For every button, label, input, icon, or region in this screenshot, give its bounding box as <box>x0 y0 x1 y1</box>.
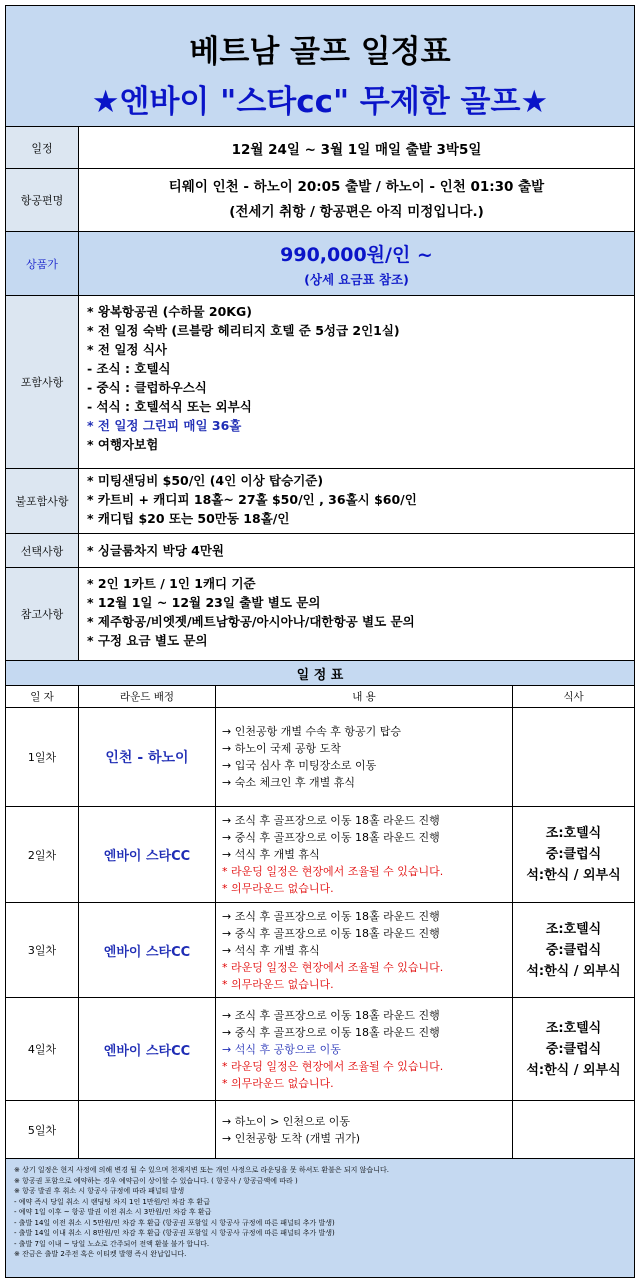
price-sub: (상세 요금표 참조) <box>304 271 409 287</box>
flight-label: 항공편명 <box>6 169 79 231</box>
flight-line-2: (전세기 취항 / 항공편은 아직 미정입니다.) <box>229 204 484 220</box>
reference-list <box>79 568 634 660</box>
included-item: - 석식 : 호텔석식 또는 외부식 <box>87 399 252 414</box>
day-schedule <box>216 807 513 902</box>
sub-title: ★엔바이 "스타cc" 무제한 골프★ <box>91 84 549 120</box>
schedule-note: * 의무라운드 없습니다. <box>222 882 334 895</box>
header-content: 내 용 <box>216 686 513 707</box>
schedule-line: → 석식 후 개별 휴식 <box>222 943 320 957</box>
note-line: ※ 항공권 포함으로 예약하는 경우 예약금이 상이할 수 있습니다. ( 항공사 / 항공금액에 따라 ) <box>14 1176 298 1185</box>
itinerary-day-row <box>6 1101 634 1159</box>
flight-row <box>6 169 634 232</box>
included-item: - 조식 : 호텔식 <box>87 361 171 376</box>
note-line: ※ 잔금은 출발 2주전 혹은 이티켓 발행 즉시 완납입니다. <box>14 1250 187 1258</box>
meal-dinner: 석:한식 / 외부식 <box>526 1062 621 1078</box>
schedule-note: * 의무라운드 없습니다. <box>222 977 334 991</box>
day-schedule <box>216 903 513 997</box>
note-line: ※ 상기 일정은 현지 사정에 의해 변경 될 수 있으며 천재지변 또는 개인 사정으로 라운딩을 못 하셔도 환불은 되지 않습니다. <box>14 1166 389 1174</box>
day-schedule <box>216 708 513 806</box>
schedule-note: * 의무라운드 없습니다. <box>222 1076 334 1090</box>
reference-row <box>6 568 634 661</box>
meal-lunch: 중:클럽식 <box>545 942 602 958</box>
day-schedule <box>216 998 513 1100</box>
included-item: * 전 일정 식사 <box>87 342 167 357</box>
flight-line-1: 티웨이 인천 - 하노이 20:05 출발 / 하노이 - 인천 01:30 출발 <box>168 179 545 195</box>
header-round: 라운드 배정 <box>79 686 216 707</box>
meal-lunch: 중:클럽식 <box>545 847 602 862</box>
schedule-line: → 인천공항 개별 수속 후 항공기 탑승 <box>222 725 401 738</box>
round-label: 엔바이 스타CC <box>79 903 216 997</box>
excluded-item: * 미팅샌딩비 $50/인 (4인 이상 탑승기준) <box>87 473 324 488</box>
reference-item: * 제주항공/비엣젯/베트남항공/아시아나/대한항공 별도 문의 <box>87 614 415 629</box>
excluded-item: * 캐디팁 $20 또는 50만동 18홀/인 <box>87 511 290 526</box>
price-info <box>79 232 634 295</box>
schedule-value: 12월 24일 ~ 3월 1일 매일 출발 3박5일 <box>231 141 482 158</box>
title-block <box>6 6 634 127</box>
excluded-label: 불포함사항 <box>6 469 79 533</box>
options-row <box>6 534 634 568</box>
schedule-line: → 하노이 국제 공항 도착 <box>222 742 341 755</box>
reference-label: 참고사항 <box>6 568 79 660</box>
schedule-line: → 조식 후 골프장으로 이동 18홀 라운드 진행 <box>222 909 440 923</box>
round-label: 엔바이 스타CC <box>79 998 216 1100</box>
included-item: * 전 일정 숙박 (르블랑 헤리티지 호텔 준 5성급 2인1실) <box>87 323 400 338</box>
note-line: - 출발 14일 이내 취소 시 8만원/인 차감 후 환급 (항공권 포함일 시 항공사 규정에 따른 패널티 추가 발생) <box>14 1229 335 1237</box>
schedule-line: → 숙소 체크인 후 개별 휴식 <box>222 776 355 789</box>
meal-dinner: 석:한식 / 외부식 <box>526 868 621 883</box>
options-item: * 싱글룸차지 박당 4만원 <box>87 543 224 558</box>
meal-cell <box>513 998 634 1100</box>
schedule-note: * 라운딩 일정은 현장에서 조율될 수 있습니다. <box>222 960 444 974</box>
itinerary-day-row <box>6 998 634 1101</box>
flight-info <box>79 169 634 231</box>
schedule-line: → 조식 후 골프장으로 이동 18홀 라운드 진행 <box>222 1008 440 1022</box>
day-label: 2일차 <box>6 807 79 902</box>
schedule-label: 일정 <box>6 127 79 168</box>
note-line: - 출발 7일 이내 ~ 당일 노쇼로 간주되어 전액 환불 불가 합니다. <box>14 1239 210 1248</box>
meal-breakfast: 조:호텔식 <box>545 921 602 937</box>
day-label: 1일차 <box>6 708 79 806</box>
note-line: - 예약 1일 이후 ~ 항공 발권 이전 취소 시 3만원/인 차감 후 환급 <box>14 1208 212 1216</box>
price-row <box>6 232 634 296</box>
note-line: - 출발 14일 이전 취소 시 5만원/인 차감 후 환급 (항공권 포함일 시 항공사 규정에 따른 패널티 추가 발생) <box>14 1218 335 1227</box>
round-label: 인천 - 하노이 <box>79 708 216 806</box>
itinerary-day-row <box>6 708 634 807</box>
schedule-note: * 라운딩 일정은 현장에서 조율될 수 있습니다. <box>222 1059 444 1073</box>
schedule-line: → 중식 후 골프장으로 이동 18홀 라운드 진행 <box>222 831 440 844</box>
options-label: 선택사항 <box>6 534 79 567</box>
included-list <box>79 296 634 468</box>
note-line: - 예약 즉시 당일 취소 시 랜딩팅 차지 1인 1만원/인 차감 후 환급 <box>14 1197 211 1206</box>
included-item: * 왕복항공권 (수하물 20KG) <box>87 304 252 319</box>
round-label: 엔바이 스타CC <box>79 807 216 902</box>
itinerary-title: 일 정 표 <box>6 661 634 686</box>
meal-breakfast: 조:호텔식 <box>545 1020 602 1036</box>
schedule-line: → 중식 후 골프장으로 이동 18홀 라운드 진행 <box>222 926 440 940</box>
schedule-line: → 중식 후 골프장으로 이동 18홀 라운드 진행 <box>222 1025 440 1039</box>
excluded-item: * 카트비 + 캐디피 18홀~ 27홀 $50/인 , 36홀시 $60/인 <box>87 492 417 507</box>
meal-cell <box>513 708 634 806</box>
itinerary-header-row <box>6 686 634 708</box>
note-line: ※ 항공 발권 후 취소 시 항공사 규정에 따라 패널티 발생 <box>14 1187 185 1195</box>
included-label: 포함사항 <box>6 296 79 468</box>
schedule-line: → 석식 후 개별 휴식 <box>222 848 320 861</box>
meal-cell <box>513 1101 634 1158</box>
reference-item: * 구정 요금 별도 문의 <box>87 633 208 648</box>
meal-dinner: 석:한식 / 외부식 <box>526 963 621 979</box>
included-item: * 전 일정 그린피 매일 36홀 <box>87 418 242 433</box>
main-title: 베트남 골프 일정표 <box>189 34 451 70</box>
header-meal: 식사 <box>563 691 584 703</box>
day-label: 5일차 <box>6 1101 79 1158</box>
meal-breakfast: 조:호텔식 <box>545 826 602 841</box>
reference-item: * 12월 1일 ~ 12월 23일 출발 별도 문의 <box>87 595 321 610</box>
day-label: 4일차 <box>6 998 79 1100</box>
header-day: 일 자 <box>6 686 79 707</box>
round-label <box>79 1101 216 1158</box>
schedule-line: → 조식 후 골프장으로 이동 18홀 라운드 진행 <box>222 814 440 827</box>
included-item: * 여행자보험 <box>87 437 159 452</box>
schedule-row <box>6 127 634 169</box>
day-label: 3일차 <box>6 903 79 997</box>
schedule-sheet <box>5 5 635 1278</box>
options-list <box>79 534 634 567</box>
excluded-list <box>79 469 634 533</box>
schedule-note: * 라운딩 일정은 현장에서 조율될 수 있습니다. <box>222 865 444 878</box>
schedule-line: → 입국 심사 후 미팅장소로 이동 <box>222 759 377 772</box>
schedule-line: → 석식 후 공항으로 이동 <box>222 1042 341 1056</box>
excluded-row <box>6 469 634 534</box>
itinerary-day-row <box>6 807 634 903</box>
price-label: 상품가 <box>6 232 79 295</box>
schedule-line: → 하노이 > 인천으로 이동 <box>222 1114 351 1128</box>
notes-block <box>6 1159 634 1277</box>
included-row <box>6 296 634 469</box>
included-item: - 중식 : 클럽하우스식 <box>87 380 207 395</box>
reference-item: * 2인 1카트 / 1인 1캐디 기준 <box>87 576 256 591</box>
meal-cell <box>513 903 634 997</box>
meal-lunch: 중:클럽식 <box>545 1041 602 1057</box>
meal-cell <box>513 807 634 902</box>
schedule-line: → 인천공항 도착 (개별 귀가) <box>222 1131 361 1145</box>
price-value: 990,000원/인 ~ <box>280 243 433 266</box>
itinerary-day-row <box>6 903 634 998</box>
day-schedule <box>216 1101 513 1158</box>
